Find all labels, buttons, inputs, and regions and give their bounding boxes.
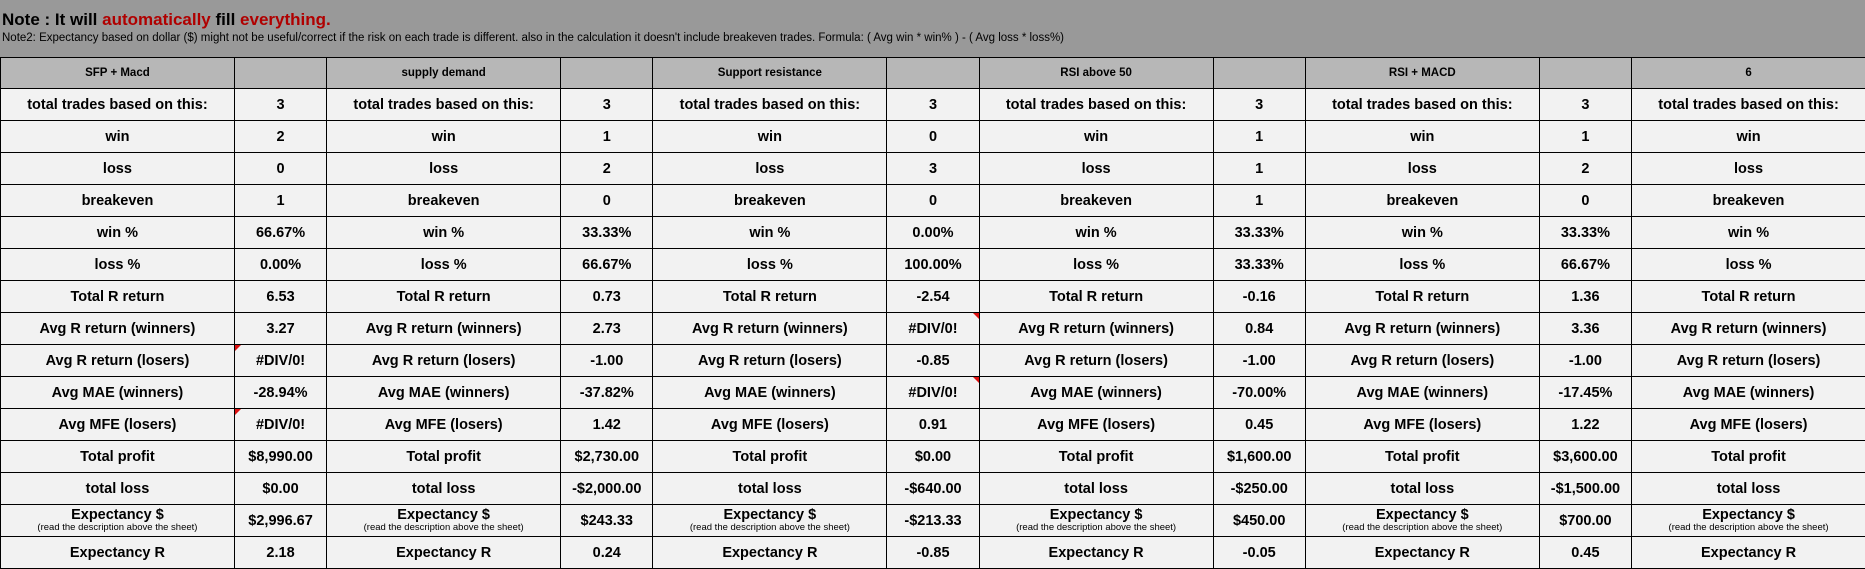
row-label-cell[interactable]: Avg MAE (winners): [327, 377, 561, 409]
row-label-cell[interactable]: Expectancy R: [1305, 537, 1539, 569]
value-cell[interactable]: 3.27: [234, 313, 326, 345]
value-cell[interactable]: -0.05: [1213, 537, 1305, 569]
row-label-cell[interactable]: Total profit: [1, 441, 235, 473]
row-label-cell[interactable]: Avg MFE (losers): [1, 409, 235, 441]
row-label-cell[interactable]: Total R return: [653, 281, 887, 313]
expectancy-note: (read the description above the sheet): [37, 522, 198, 534]
row-label-cell[interactable]: win %: [979, 217, 1213, 249]
value-cell[interactable]: -37.82%: [561, 377, 653, 409]
row-label-cell[interactable]: breakeven: [1, 185, 235, 217]
value-cell[interactable]: 3: [1539, 89, 1631, 121]
value-cell[interactable]: -28.94%: [234, 377, 326, 409]
strategy-name-cell[interactable]: 6: [1632, 58, 1865, 89]
expectancy-label: Expectancy $: [397, 506, 490, 523]
value-cell[interactable]: -$250.00: [1213, 473, 1305, 505]
row-label-cell[interactable]: Avg R return (losers): [1305, 345, 1539, 377]
value-cell[interactable]: 66.67%: [234, 217, 326, 249]
value-cell[interactable]: 1: [1213, 121, 1305, 153]
row-label-cell[interactable]: loss: [979, 153, 1213, 185]
value-cell[interactable]: 0.00%: [887, 217, 979, 249]
row-label-cell[interactable]: Expectancy R: [327, 537, 561, 569]
row-label-cell[interactable]: breakeven: [1305, 185, 1539, 217]
table-row: [1, 217, 1865, 249]
row-label-cell[interactable]: Expectancy R: [1632, 537, 1865, 569]
row-label-cell[interactable]: Avg R return (losers): [1632, 345, 1865, 377]
expectancy-label: Expectancy $: [1702, 506, 1795, 523]
value-cell[interactable]: #DIV/0!: [234, 345, 326, 377]
value-cell[interactable]: -0.16: [1213, 281, 1305, 313]
value-cell[interactable]: 66.67%: [1539, 249, 1631, 281]
row-label-cell[interactable]: Avg MAE (winners): [653, 377, 887, 409]
row-label-cell[interactable]: Total profit: [1305, 441, 1539, 473]
value-cell[interactable]: 3: [887, 89, 979, 121]
table-row: [1, 537, 1865, 569]
strategy-name-cell[interactable]: RSI above 50: [979, 58, 1213, 89]
value-cell[interactable]: 0: [234, 153, 326, 185]
value-cell[interactable]: $1,600.00: [1213, 441, 1305, 473]
value-cell[interactable]: 2: [1539, 153, 1631, 185]
row-label-cell[interactable]: Total R return: [327, 281, 561, 313]
row-label-cell[interactable]: breakeven: [653, 185, 887, 217]
strategy-name-cell[interactable]: supply demand: [327, 58, 561, 89]
row-label-cell[interactable]: Total R return: [1, 281, 235, 313]
row-label-cell[interactable]: Avg R return (losers): [327, 345, 561, 377]
table-row: [1, 89, 1865, 121]
row-label-cell[interactable]: Avg MAE (winners): [979, 377, 1213, 409]
value-cell[interactable]: 3: [234, 89, 326, 121]
value-cell[interactable]: 1.42: [561, 409, 653, 441]
value-cell[interactable]: 33.33%: [1539, 217, 1631, 249]
row-label-cell[interactable]: Avg R return (losers): [979, 345, 1213, 377]
row-label-cell[interactable]: total trades based on this:: [1305, 89, 1539, 121]
row-label-cell[interactable]: total trades based on this:: [979, 89, 1213, 121]
value-cell[interactable]: 66.67%: [561, 249, 653, 281]
row-label-cell[interactable]: total loss: [979, 473, 1213, 505]
row-label-cell[interactable]: Expectancy R: [653, 537, 887, 569]
expectancy-label: Expectancy $: [1375, 506, 1469, 523]
row-label-cell[interactable]: total trades based on this:: [1632, 89, 1865, 121]
row-label-cell[interactable]: [979, 505, 1213, 537]
row-label-cell[interactable]: loss %: [1, 249, 235, 281]
value-cell[interactable]: 0.91: [887, 409, 979, 441]
value-cell[interactable]: 0: [561, 185, 653, 217]
strategy-name-cell[interactable]: SFP + Macd: [1, 58, 235, 89]
row-label-cell[interactable]: Total profit: [1632, 441, 1865, 473]
value-cell[interactable]: -70.00%: [1213, 377, 1305, 409]
header-row: [1, 58, 1865, 89]
value-cell[interactable]: 3: [887, 153, 979, 185]
strategy-header-blank-cell[interactable]: [561, 58, 653, 89]
row-label-cell[interactable]: Total R return: [1305, 281, 1539, 313]
value-cell[interactable]: 1: [1213, 185, 1305, 217]
table-row: [1, 377, 1865, 409]
table-row: [1, 281, 1865, 313]
row-label-cell[interactable]: Avg R return (winners): [979, 313, 1213, 345]
value-cell[interactable]: 3: [1213, 89, 1305, 121]
row-label-cell[interactable]: Avg MFE (losers): [1632, 409, 1865, 441]
row-label-cell[interactable]: Avg R return (winners): [1, 313, 235, 345]
row-label-cell[interactable]: win: [653, 121, 887, 153]
value-cell[interactable]: $8,990.00: [234, 441, 326, 473]
row-label-cell[interactable]: Total profit: [979, 441, 1213, 473]
strategy-header-blank-cell[interactable]: [1213, 58, 1305, 89]
table-row: [1, 345, 1865, 377]
row-label-cell[interactable]: win %: [1632, 217, 1865, 249]
strategy-header-blank-cell[interactable]: [887, 58, 979, 89]
value-cell[interactable]: -1.00: [1213, 345, 1305, 377]
row-label-cell[interactable]: [653, 505, 887, 537]
row-label-cell[interactable]: loss %: [1632, 249, 1865, 281]
strategy-name-cell[interactable]: RSI + MACD: [1305, 58, 1539, 89]
value-cell[interactable]: 0.45: [1213, 409, 1305, 441]
row-label-cell[interactable]: Avg R return (winners): [1632, 313, 1865, 345]
row-label-cell[interactable]: loss: [653, 153, 887, 185]
row-label-cell[interactable]: Avg R return (winners): [327, 313, 561, 345]
value-cell[interactable]: 0: [887, 121, 979, 153]
expectancy-label: Expectancy $: [71, 506, 164, 523]
value-cell[interactable]: -$2,000.00: [561, 473, 653, 505]
value-cell[interactable]: 6.53: [234, 281, 326, 313]
table-row: [1, 441, 1865, 473]
row-label-cell[interactable]: total trades based on this:: [653, 89, 887, 121]
value-cell[interactable]: #DIV/0!: [887, 377, 979, 409]
row-label-cell[interactable]: breakeven: [979, 185, 1213, 217]
value-cell[interactable]: $0.00: [887, 441, 979, 473]
row-label-cell[interactable]: Avg R return (losers): [1, 345, 235, 377]
strategy-stats-table: [0, 57, 1865, 569]
row-label-cell[interactable]: [1305, 505, 1539, 537]
note-1: [2, 10, 331, 30]
value-cell[interactable]: -2.54: [887, 281, 979, 313]
value-cell[interactable]: 2.18: [234, 537, 326, 569]
value-cell[interactable]: -$1,500.00: [1539, 473, 1631, 505]
value-cell[interactable]: $0.00: [234, 473, 326, 505]
value-cell[interactable]: 0: [1539, 185, 1631, 217]
notes-area: [0, 0, 1865, 56]
value-cell[interactable]: 0.45: [1539, 537, 1631, 569]
value-cell[interactable]: #DIV/0!: [887, 313, 979, 345]
row-label-cell[interactable]: [1, 505, 235, 537]
expectancy-note: (read the description above the sheet): [1342, 522, 1503, 534]
row-label-cell[interactable]: total loss: [1632, 473, 1865, 505]
table-row: [1, 249, 1865, 281]
value-cell[interactable]: #DIV/0!: [234, 409, 326, 441]
expectancy-label: Expectancy $: [723, 506, 817, 523]
spreadsheet: [0, 57, 1865, 569]
table-row: [1, 121, 1865, 153]
expectancy-note: (read the description above the sheet): [363, 522, 524, 534]
expectancy-note: (read the description above the sheet): [1016, 522, 1177, 534]
note-1-everything: everything.: [240, 10, 331, 29]
row-label-cell[interactable]: Total R return: [1632, 281, 1865, 313]
value-cell[interactable]: $243.33: [561, 505, 653, 537]
value-cell[interactable]: 0: [887, 185, 979, 217]
value-cell[interactable]: $3,600.00: [1539, 441, 1631, 473]
strategy-header-blank-cell[interactable]: [234, 58, 326, 89]
expectancy-note: (read the description above the sheet): [689, 522, 850, 534]
note-2: Note2: Expectancy based on dollar ($) might not be useful/correct if the risk on each trade is different. also in the calculation it doesn't include breakeven trades. Formula: ( Avg win * win% ) - ( Avg loss * loss%): [2, 32, 1065, 44]
row-label-cell[interactable]: win: [1, 121, 235, 153]
row-label-cell[interactable]: Avg MFE (losers): [979, 409, 1213, 441]
row-label-cell[interactable]: win %: [327, 217, 561, 249]
row-label-cell[interactable]: Total profit: [327, 441, 561, 473]
row-label-cell[interactable]: total loss: [1, 473, 235, 505]
note-1-automatically: automatically: [102, 10, 211, 29]
value-cell[interactable]: 2: [561, 153, 653, 185]
value-cell[interactable]: $450.00: [1213, 505, 1305, 537]
table-row: [1, 473, 1865, 505]
row-label-cell[interactable]: breakeven: [327, 185, 561, 217]
row-label-cell[interactable]: breakeven: [1632, 185, 1865, 217]
row-label-cell[interactable]: Avg MFE (losers): [1305, 409, 1539, 441]
value-cell[interactable]: 3.36: [1539, 313, 1631, 345]
value-cell[interactable]: -17.45%: [1539, 377, 1631, 409]
value-cell[interactable]: 0.24: [561, 537, 653, 569]
value-cell[interactable]: 1: [234, 185, 326, 217]
value-cell[interactable]: $2,730.00: [561, 441, 653, 473]
row-label-cell[interactable]: Avg MFE (losers): [653, 409, 887, 441]
row-label-cell[interactable]: loss: [1632, 153, 1865, 185]
row-label-cell[interactable]: loss: [1305, 153, 1539, 185]
value-cell[interactable]: 0.00%: [234, 249, 326, 281]
row-label-cell[interactable]: win: [327, 121, 561, 153]
table-row: [1, 313, 1865, 345]
row-label-cell[interactable]: loss %: [979, 249, 1213, 281]
note-1-mid: fill: [210, 10, 241, 29]
row-label-cell[interactable]: Expectancy R: [1, 537, 235, 569]
row-label-cell[interactable]: Avg R return (winners): [1305, 313, 1539, 345]
value-cell[interactable]: 100.00%: [887, 249, 979, 281]
row-label-cell[interactable]: win: [1632, 121, 1865, 153]
value-cell[interactable]: 0.73: [561, 281, 653, 313]
value-cell[interactable]: 2.73: [561, 313, 653, 345]
value-cell[interactable]: -1.00: [561, 345, 653, 377]
value-cell[interactable]: 0.84: [1213, 313, 1305, 345]
row-label-cell[interactable]: win %: [1, 217, 235, 249]
value-cell[interactable]: $700.00: [1539, 505, 1631, 537]
value-cell[interactable]: -$213.33: [887, 505, 979, 537]
value-cell[interactable]: 1: [561, 121, 653, 153]
table-row: [1, 153, 1865, 185]
row-label-cell[interactable]: total loss: [1305, 473, 1539, 505]
table-row: [1, 185, 1865, 217]
strategy-header-blank-cell[interactable]: [1539, 58, 1631, 89]
strategy-name-cell[interactable]: Support resistance: [653, 58, 887, 89]
value-cell[interactable]: 2: [234, 121, 326, 153]
value-cell[interactable]: -1.00: [1539, 345, 1631, 377]
row-label-cell[interactable]: win: [1305, 121, 1539, 153]
row-label-cell[interactable]: [1632, 505, 1865, 537]
row-label-cell[interactable]: total trades based on this:: [1, 89, 235, 121]
row-label-cell[interactable]: Avg MAE (winners): [1632, 377, 1865, 409]
value-cell[interactable]: -$640.00: [887, 473, 979, 505]
row-label-cell[interactable]: Avg MFE (losers): [327, 409, 561, 441]
value-cell[interactable]: 3: [561, 89, 653, 121]
value-cell[interactable]: -0.85: [887, 345, 979, 377]
value-cell[interactable]: 33.33%: [561, 217, 653, 249]
expectancy-label: Expectancy $: [1049, 506, 1143, 523]
value-cell[interactable]: 1: [1213, 153, 1305, 185]
row-label-cell[interactable]: Avg R return (losers): [653, 345, 887, 377]
row-label-cell[interactable]: Total R return: [979, 281, 1213, 313]
row-label-cell[interactable]: loss %: [327, 249, 561, 281]
value-cell[interactable]: 1: [1539, 121, 1631, 153]
expectancy-note: (read the description above the sheet): [1668, 522, 1829, 534]
value-cell[interactable]: $2,996.67: [234, 505, 326, 537]
row-label-cell[interactable]: loss: [327, 153, 561, 185]
row-label-cell[interactable]: Total profit: [653, 441, 887, 473]
row-label-cell[interactable]: Avg MAE (winners): [1305, 377, 1539, 409]
row-label-cell[interactable]: win %: [653, 217, 887, 249]
row-label-cell[interactable]: Expectancy R: [979, 537, 1213, 569]
table-row: [1, 505, 1865, 537]
table-row: [1, 409, 1865, 441]
value-cell[interactable]: 1.22: [1539, 409, 1631, 441]
row-label-cell[interactable]: loss %: [653, 249, 887, 281]
value-cell[interactable]: 33.33%: [1213, 217, 1305, 249]
value-cell[interactable]: 1.36: [1539, 281, 1631, 313]
row-label-cell[interactable]: total loss: [327, 473, 561, 505]
row-label-cell[interactable]: [327, 505, 561, 537]
row-label-cell[interactable]: total trades based on this:: [327, 89, 561, 121]
value-cell[interactable]: -0.85: [887, 537, 979, 569]
row-label-cell[interactable]: win: [979, 121, 1213, 153]
row-label-cell[interactable]: loss: [1, 153, 235, 185]
row-label-cell[interactable]: Avg R return (winners): [653, 313, 887, 345]
row-label-cell[interactable]: win %: [1305, 217, 1539, 249]
row-label-cell[interactable]: total loss: [653, 473, 887, 505]
row-label-cell[interactable]: Avg MAE (winners): [1, 377, 235, 409]
row-label-cell[interactable]: loss %: [1305, 249, 1539, 281]
note-1-prefix: Note : It will: [2, 10, 103, 29]
value-cell[interactable]: 33.33%: [1213, 249, 1305, 281]
